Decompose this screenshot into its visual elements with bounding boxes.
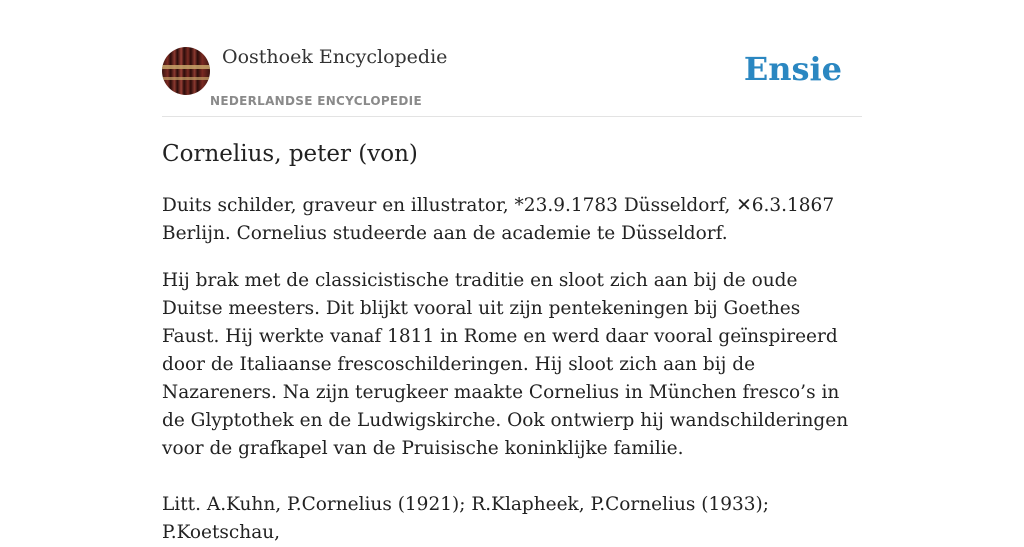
encyclopedia-books-avatar[interactable] — [162, 47, 210, 95]
article-paragraph: Hij brak met de classicistische traditie en sloot zich aan bij de oude Duitse meesters. Dit blijkt vooral uit zijn pentekeningen bij Goethes Faust. Hij werkte vanaf 1811 in Rome en werd daar vooral geïnspireerd door de Italiaanse frescoschilderingen. Hij sloot zich aan bij de Nazareners. Na zijn terugkeer maakte Cornelius in München fresco’s in de Glyptothek en de Ludwigskirche. Ook ontwierp hij wandschilderingen voor de grafkapel van de Pruisische koninklijke familie. — [162, 270, 849, 459]
site-name[interactable]: Oosthoek Encyclopedie — [222, 46, 448, 68]
literature-paragraph: Litt. A.Kuhn, P.Cornelius (1921); R.Klapheek, P.Cornelius (1933); P.Koetschau, — [162, 494, 769, 543]
site-tagline: NEDERLANDSE ENCYCLOPEDIE — [210, 94, 422, 108]
article-paragraph: Duits schilder, graveur en illustrator, *23.9.1783 Düsseldorf, ✕6.3.1867 Berlijn. Cornelius studeerde aan de academie te Düsseldorf. — [162, 195, 835, 244]
site-header — [162, 0, 862, 117]
page-container — [162, 0, 862, 543]
ensie-logo[interactable]: Ensie — [743, 50, 842, 88]
article-title: Cornelius, peter (von) — [162, 141, 418, 167]
